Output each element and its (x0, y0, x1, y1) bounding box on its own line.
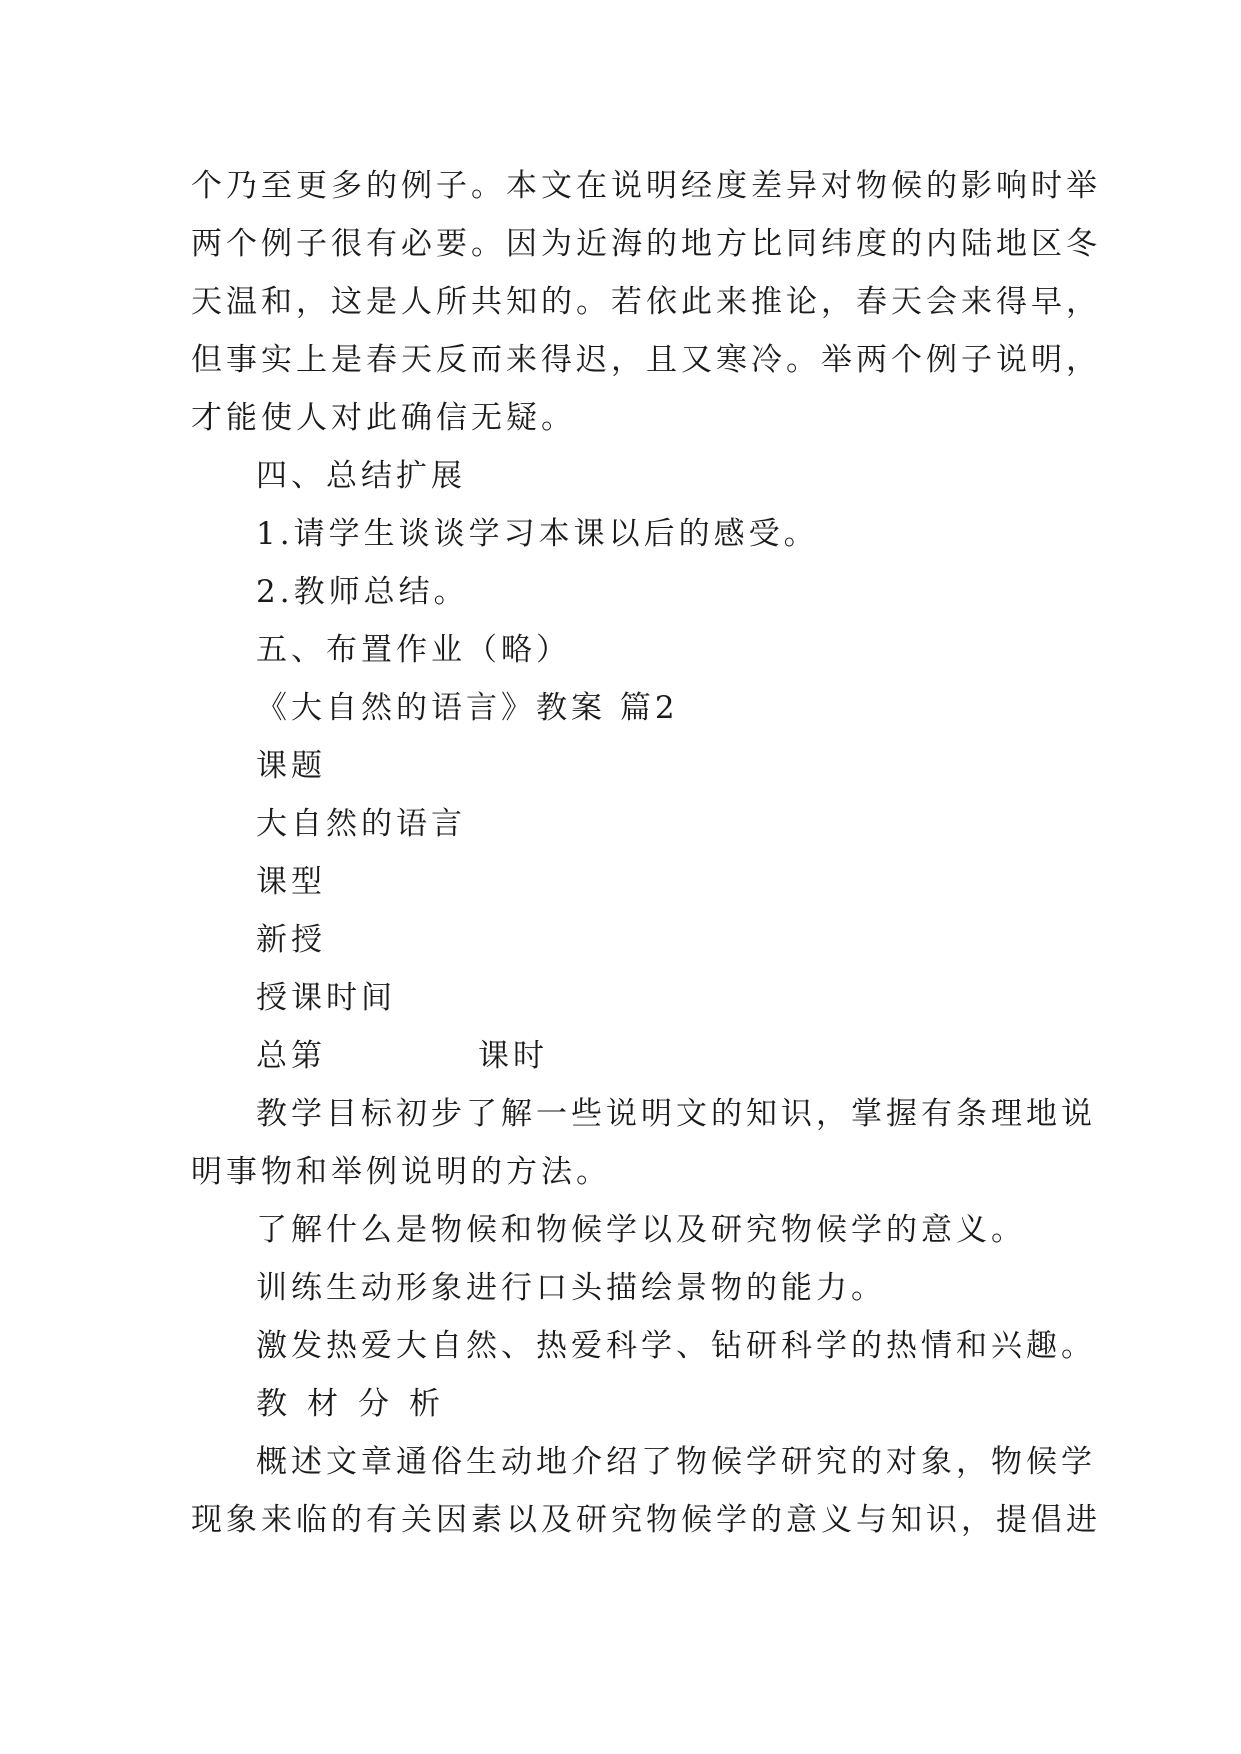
field-label: 授课时间 (256, 980, 396, 1016)
paragraph-line: 两个例子很有必要。因为近海的地方比同纬度的内陆地区冬 (191, 226, 1101, 262)
field-label: 课型 (256, 864, 326, 900)
section-heading: 教材分析 (256, 1386, 460, 1422)
lesson-count-prefix: 总第 (256, 1038, 326, 1074)
document-title: 《大自然的语言》教案 篇2 (256, 690, 679, 726)
paragraph-line: 才能使人对此确信无疑。 (191, 400, 576, 436)
paragraph-line: 天温和，这是人所共知的。若依此来推论，春天会来得早， (191, 284, 1101, 320)
list-item: 2.教师总结。 (256, 574, 469, 610)
field-value: 新授 (256, 922, 326, 958)
lesson-count-line (256, 1036, 548, 1076)
paragraph-line: 了解什么是物候和物候学以及研究物候学的意义。 (256, 1212, 1026, 1248)
lesson-count-suffix: 课时 (478, 1038, 548, 1074)
paragraph-line: 教学目标初步了解一些说明文的知识，掌握有条理地说 (256, 1096, 1096, 1132)
paragraph-line: 个乃至更多的例子。本文在说明经度差异对物候的影响时举 (191, 168, 1101, 204)
paragraph-line: 激发热爱大自然、热爱科学、钻研科学的热情和兴趣。 (256, 1328, 1096, 1364)
section-heading: 四、总结扩展 (256, 458, 466, 494)
paragraph-line: 训练生动形象进行口头描绘景物的能力。 (256, 1270, 886, 1306)
list-item: 1.请学生谈谈学习本课以后的感受。 (256, 516, 819, 552)
paragraph-line: 概述文章通俗生动地介绍了物候学研究的对象，物候学 (256, 1444, 1096, 1480)
field-label: 课题 (256, 748, 326, 784)
paragraph-line: 现象来临的有关因素以及研究物候学的意义与知识，提倡进 (191, 1502, 1101, 1538)
section-heading: 五、布置作业（略） (256, 632, 571, 668)
paragraph-line: 明事物和举例说明的方法。 (191, 1154, 611, 1190)
field-value: 大自然的语言 (256, 806, 466, 842)
paragraph-line: 但事实上是春天反而来得迟，且又寒冷。举两个例子说明， (191, 342, 1101, 378)
